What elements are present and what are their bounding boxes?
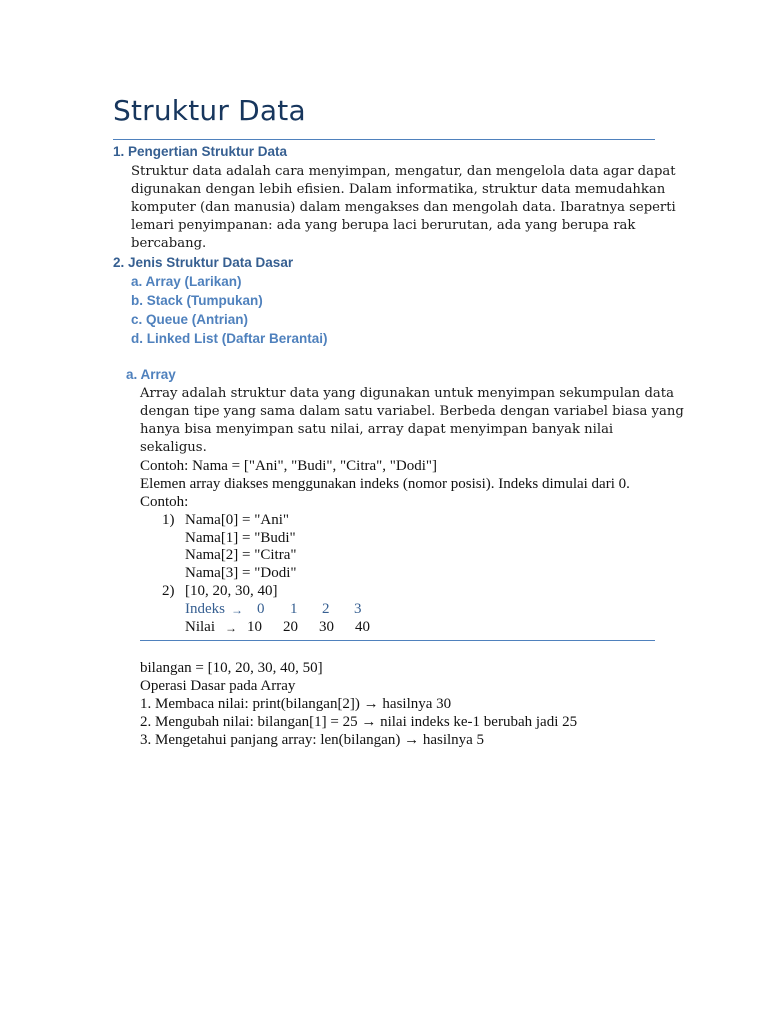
section-divider xyxy=(140,640,655,641)
contoh-label: Contoh: xyxy=(140,494,189,510)
nilai-value: 20 xyxy=(283,619,298,635)
array-literal: [10, 20, 30, 40] xyxy=(185,583,278,599)
nilai-value: 30 xyxy=(319,619,334,635)
paragraph-line: digunakan dengan lebih efisien. Dalam informatika, struktur data memudahkan xyxy=(131,182,666,197)
arrow-icon: → xyxy=(231,603,243,617)
document-title: Struktur Data xyxy=(113,94,306,127)
bilangan-line: bilangan = [10, 20, 30, 40, 50] xyxy=(140,660,323,676)
list-marker-2: 2) xyxy=(162,583,175,599)
operasi-item: 1. Membaca nilai: print(bilangan[2]) → hasilnya 30 xyxy=(140,696,452,712)
indeks-value: 2 xyxy=(322,601,330,617)
list-item-stack: b. Stack (Tumpukan) xyxy=(131,293,263,308)
section-1-paragraph xyxy=(131,163,676,253)
operasi-item: 3. Mengetahui panjang array: len(bilangan) → hasilnya 5 xyxy=(140,732,485,748)
arrow-icon: → xyxy=(225,621,237,635)
nama-0: Nama[0] = "Ani" xyxy=(185,512,290,528)
operasi-item: 2. Mengubah nilai: bilangan[1] = 25 → nilai indeks ke-1 berubah jadi 25 xyxy=(140,714,578,730)
indeks-label: Indeks xyxy=(185,601,225,617)
contoh-nama: Contoh: Nama = ["Ani", "Budi", "Citra", "Dodi"] xyxy=(140,458,438,474)
paragraph-line: dengan tipe yang sama dalam satu variabel. Berbeda dengan variabel biasa yang xyxy=(140,404,684,419)
indeks-value: 3 xyxy=(354,601,362,617)
elemen-text: Elemen array diakses menggunakan indeks (nomor posisi). Indeks dimulai dari 0. xyxy=(140,476,630,492)
nilai-value: 10 xyxy=(247,619,262,635)
paragraph-line: sekaligus. xyxy=(140,440,207,455)
title-underline xyxy=(113,139,655,140)
indeks-value: 0 xyxy=(257,601,265,617)
nilai-value: 40 xyxy=(355,619,370,635)
nama-2: Nama[2] = "Citra" xyxy=(185,547,297,563)
array-paragraph xyxy=(140,385,684,457)
operasi-heading: Operasi Dasar pada Array xyxy=(140,678,296,694)
nama-1: Nama[1] = "Budi" xyxy=(185,530,296,546)
paragraph-line: Array adalah struktur data yang digunakan untuk menyimpan sekumpulan data xyxy=(140,386,674,401)
list-item-array: a. Array (Larikan) xyxy=(131,274,242,289)
paragraph-line: lemari penyimpanan: ada yang berupa laci berurutan, ada yang berupa rak xyxy=(131,218,636,233)
list-marker-1: 1) xyxy=(162,512,175,528)
paragraph-line: bercabang. xyxy=(131,236,207,251)
list-item-linked-list: d. Linked List (Daftar Berantai) xyxy=(131,331,328,346)
section-2-heading: 2. Jenis Struktur Data Dasar xyxy=(113,255,294,270)
list-item-queue: c. Queue (Antrian) xyxy=(131,312,249,327)
array-heading: a. Array xyxy=(126,367,176,382)
paragraph-line: hanya bisa menyimpan satu nilai, array dapat menyimpan banyak nilai xyxy=(140,422,614,437)
section-1-heading: 1. Pengertian Struktur Data xyxy=(113,144,288,159)
paragraph-line: Struktur data adalah cara menyimpan, mengatur, dan mengelola data agar dapat xyxy=(131,164,676,179)
nama-3: Nama[3] = "Dodi" xyxy=(185,565,297,581)
nilai-label: Nilai xyxy=(185,619,215,635)
paragraph-line: komputer (dan manusia) dalam mengakses dan mengolah data. Ibaratnya seperti xyxy=(131,200,676,215)
indeks-value: 1 xyxy=(290,601,298,617)
